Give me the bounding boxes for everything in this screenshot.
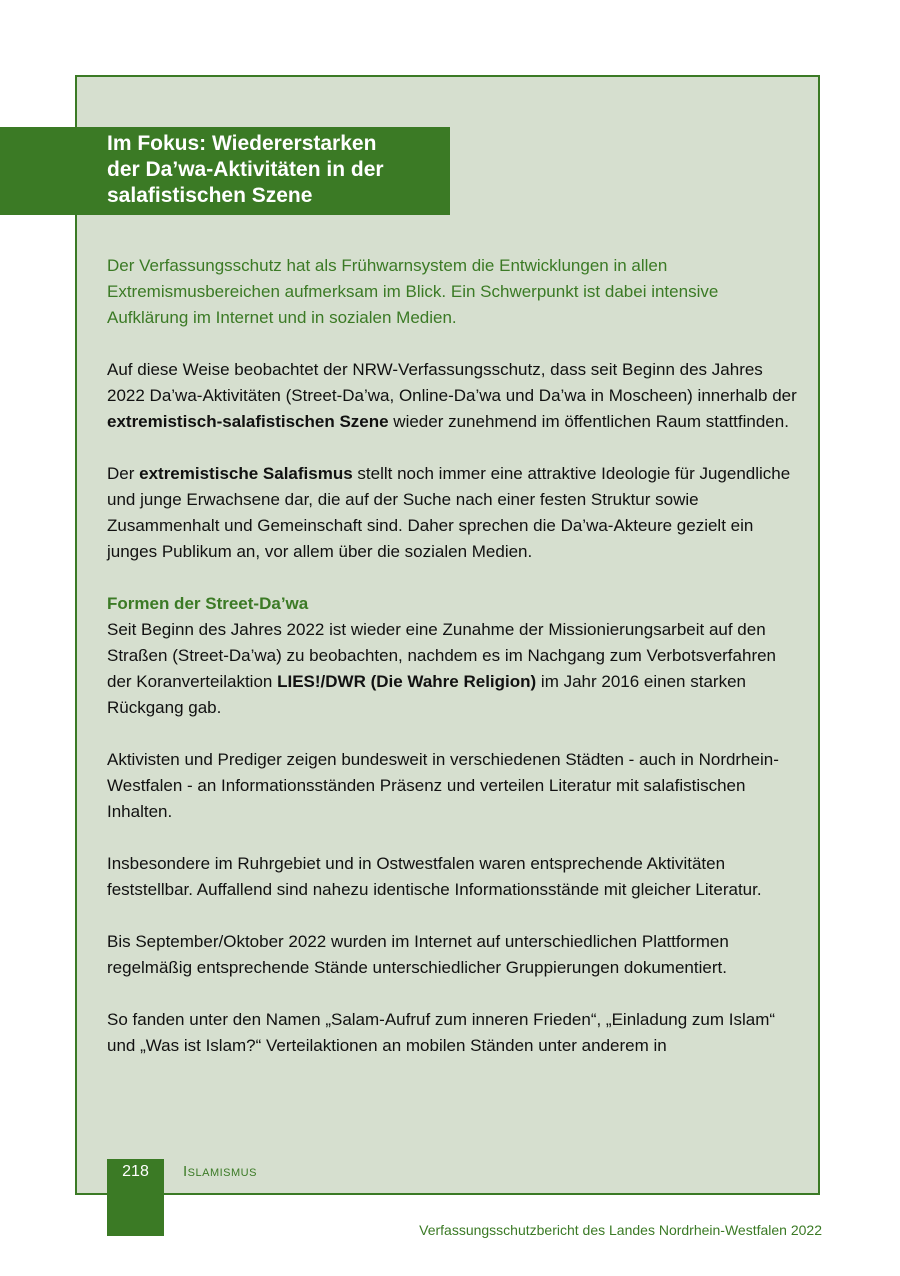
section-label: Islamismus [183,1163,257,1180]
paragraph-1-bold: extremistisch-salafistischen Szene [107,412,389,431]
banner-title-line-3: salafistischen Szene [107,184,313,207]
footer-text: Verfassungsschutzbericht des Landes Nordrhein-Westfalen 2022 [419,1222,822,1238]
paragraph-3-text-a: Seit Beginn des Jahres 2022 ist wieder eine Zunahme der Missionierungsarbeit auf den Straßen (Street-Da’wa) zu beobachten, nachdem es im Nachgang zum Verbotsverfahren der Koranverteilaktion [107,620,777,691]
page-number-tab [107,1159,164,1236]
paragraph-1 [107,357,797,435]
paragraph-1-text-c: wieder zunehmend im öffentlichen Raum stattfinden. [388,412,789,431]
paragraph-6: Bis September/Oktober 2022 wurden im Internet auf unterschiedlichen Plattformen regelmäßig entsprechende Stände unterschiedlicher Gruppierungen dokumentiert. [107,932,729,977]
paragraph-2-text-c: stellt noch immer eine attraktive Ideologie für Jugendliche und junge Erwachsene dar, die auf der Suche nach einer festen Struktur sowie Zusammenhalt und Gemeinschaft sind. Daher sprechen die Da’wa-Akteure gezielt ein junges Publikum an, vor allem über die sozialen Medien. [107,464,791,561]
paragraph-2-text-a: Der [107,464,140,483]
title-banner [0,127,450,215]
paragraph-5: Insbesondere im Ruhrgebiet und in Ostwestfalen waren entsprechende Aktivitäten feststellbar. Auffallend sind nahezu identische Informationsstände mit gleicher Literatur. [107,854,762,899]
paragraph-4: Aktivisten und Prediger zeigen bundesweit in verschiedenen Städten - auch in Nordrhein-Westfalen - an Informationsständen Präsenz und verteilen Literatur mit salafistischen Inhalten. [107,750,779,821]
page-number: 218 [122,1163,149,1180]
paragraph-7: So fanden unter den Namen „Salam-Aufruf zum inneren Frieden“, „Einladung zum Islam“ und „Was ist Islam?“ Verteilaktionen an mobilen Ständen unter anderem in [107,1010,776,1055]
banner-title [107,131,450,209]
banner-title-line-2: der Da’wa-Aktivitäten in der [107,158,384,181]
paragraph-2 [107,461,797,565]
paragraph-3-text-c: im Jahr 2016 einen starken Rückgang gab. [107,672,746,717]
banner-title-line-1: Im Fokus: Wiedererstarken [107,132,377,155]
paragraph-3-bold: LIES!/DWR (Die Wahre Religion) [277,672,537,691]
intro-paragraph: Der Verfassungsschutz hat als Frühwarnsystem die Entwicklungen in allen Extremismusbereichen aufmerksam im Blick. Ein Schwerpunkt ist dabei intensive Aufklärung im Internet und in sozialen Medien. [107,256,719,327]
paragraph-1-text-a: Auf diese Weise beobachtet der NRW-Verfassungsschutz, dass seit Beginn des Jahres 2022 Da’wa-Aktivitäten (Street-Da’wa, Online-Da’wa und Da’wa in Moscheen) innerhalb der [107,360,797,405]
paragraph-3 [107,591,797,721]
subheading: Formen der Street-Da’wa [107,594,309,613]
paragraph-2-bold: extremistische Salafismus [139,464,353,483]
article-body [107,253,797,1085]
